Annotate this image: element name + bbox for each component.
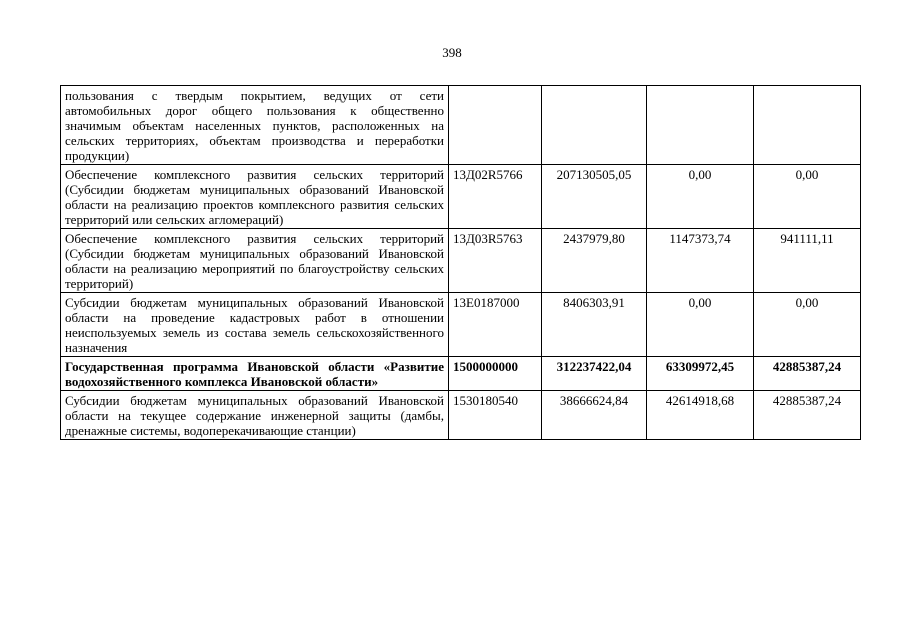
row-value-1: 207130505,05 bbox=[542, 165, 647, 229]
table-row-program-total bbox=[61, 357, 861, 391]
row-value-3 bbox=[754, 86, 861, 165]
row-value-1 bbox=[542, 86, 647, 165]
table-row bbox=[61, 86, 861, 165]
row-value-2: 0,00 bbox=[647, 165, 754, 229]
row-value-1: 2437979,80 bbox=[542, 229, 647, 293]
row-description: Субсидии бюджетам муниципальных образований Ивановской области на проведение кадастровых работ в отношении неиспользуемых земель из состава земель сельскохозяйственного назначения bbox=[61, 293, 449, 357]
row-value-2: 63309972,45 bbox=[647, 357, 754, 391]
row-code: 13Д03R5763 bbox=[449, 229, 542, 293]
row-value-2: 0,00 bbox=[647, 293, 754, 357]
row-description: Государственная программа Ивановской области «Развитие водохозяйственного комплекса Ивановской области» bbox=[61, 357, 449, 391]
row-description: Обеспечение комплексного развития сельских территорий (Субсидии бюджетам муниципальных образований Ивановской области на реализацию мероприятий по благоустройству сельских территорий) bbox=[61, 229, 449, 293]
table-row bbox=[61, 391, 861, 440]
row-value-3: 0,00 bbox=[754, 293, 861, 357]
budget-table bbox=[60, 85, 861, 440]
row-code bbox=[449, 86, 542, 165]
row-code: 1500000000 bbox=[449, 357, 542, 391]
row-value-2: 1147373,74 bbox=[647, 229, 754, 293]
row-code: 1530180540 bbox=[449, 391, 542, 440]
row-description: Обеспечение комплексного развития сельских территорий (Субсидии бюджетам муниципальных образований Ивановской области на реализацию проектов комплексного развития сельских территорий или сельских агломераций) bbox=[61, 165, 449, 229]
page-number: 398 bbox=[442, 45, 462, 60]
row-value-3: 42885387,24 bbox=[754, 391, 861, 440]
row-description: пользования с твердым покрытием, ведущих от сети автомобильных дорог общего пользования к общественно значимым объектам населенных пунктов, расположенных на сельских территориях, объектам производства и переработки продукции) bbox=[61, 86, 449, 165]
row-description: Субсидии бюджетам муниципальных образований Ивановской области на текущее содержание инженерной защиты (дамбы, дренажные системы, водоперекачивающие станции) bbox=[61, 391, 449, 440]
row-value-3: 941111,11 bbox=[754, 229, 861, 293]
table-row bbox=[61, 165, 861, 229]
row-value-2: 42614918,68 bbox=[647, 391, 754, 440]
table-row bbox=[61, 229, 861, 293]
row-value-2 bbox=[647, 86, 754, 165]
row-value-3: 0,00 bbox=[754, 165, 861, 229]
row-value-1: 312237422,04 bbox=[542, 357, 647, 391]
table-row bbox=[61, 293, 861, 357]
row-value-3: 42885387,24 bbox=[754, 357, 861, 391]
row-code: 13Д02R5766 bbox=[449, 165, 542, 229]
row-value-1: 8406303,91 bbox=[542, 293, 647, 357]
row-value-1: 38666624,84 bbox=[542, 391, 647, 440]
row-code: 13Е0187000 bbox=[449, 293, 542, 357]
